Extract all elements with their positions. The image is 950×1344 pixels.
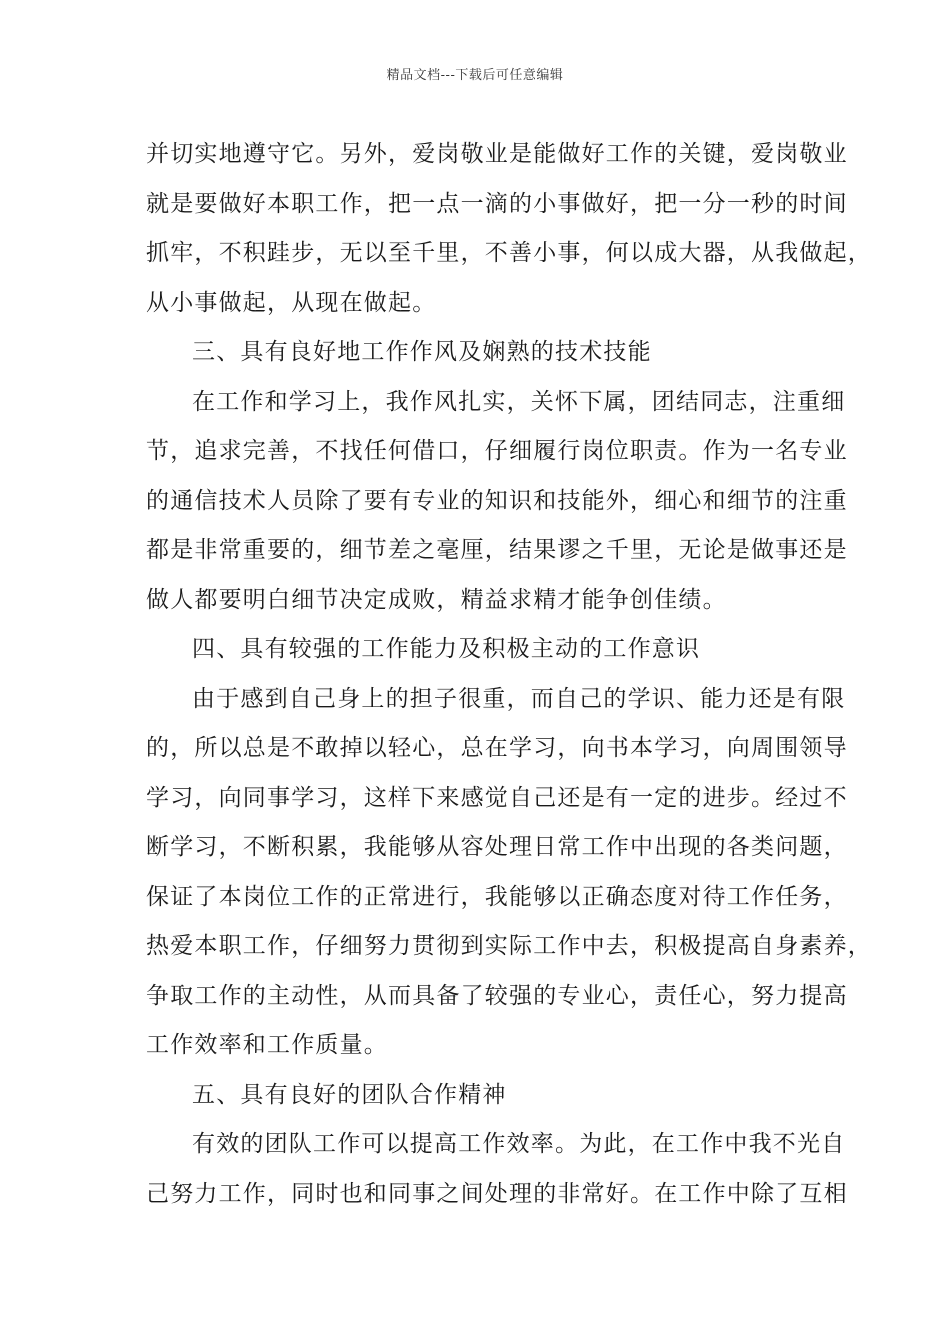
text-line: 从小事做起，从现在做起。: [146, 289, 437, 316]
text-line: 在工作和学习上，我作风扎实，关怀下属，团结同志，注重细: [192, 388, 846, 415]
page-header: 精品文档---下载后可任意编辑: [386, 68, 564, 83]
text-line: 抓牢，不积跬步，无以至千里，不善小事，何以成大器，从我做起，: [146, 240, 872, 266]
text-line: 都是非常重要的，细节差之毫厘，结果谬之千里，无论是做事还是: [146, 537, 848, 563]
section-heading: 五、具有良好的团队合作精神: [192, 1081, 507, 1108]
text-line: 断学习，不断积累，我能够从容处理日常工作中出现的各类问题，: [146, 834, 848, 860]
section-heading: 三、具有良好地工作作风及娴熟的技术技能: [192, 339, 652, 365]
text-line: 的，所以总是不敢掉以轻心，总在学习，向书本学习，向周围领导: [146, 735, 848, 761]
text-line: 就是要做好本职工作，把一点一滴的小事做好，把一分一秒的时间: [146, 190, 848, 217]
text-line: 的通信技术人员除了要有专业的知识和技能外，细心和细节的注重: [146, 487, 848, 514]
text-line: 并切实地遵守它。另外，爱岗敬业是能做好工作的关键，爱岗敬业: [146, 141, 848, 167]
text-line: 己努力工作，同时也和同事之间处理的非常好。在工作中除了互相: [146, 1180, 848, 1207]
text-line: 有效的团队工作可以提高工作效率。为此，在工作中我不光自: [192, 1131, 846, 1157]
text-line: 热爱本职工作，仔细努力贯彻到实际工作中去，积极提高自身素养，: [146, 933, 872, 959]
text-line: 保证了本岗位工作的正常进行，我能够以正确态度对待工作任务，: [146, 883, 848, 910]
text-line: 争取工作的主动性，从而具备了较强的专业心，责任心，努力提高: [146, 982, 848, 1009]
section-heading: 四、具有较强的工作能力及积极主动的工作意识: [192, 636, 701, 662]
text-line: 工作效率和工作质量。: [146, 1032, 388, 1058]
document-body: [146, 130, 872, 1219]
text-line: 节，追求完善，不找任何借口，仔细履行岗位职责。作为一名专业: [146, 438, 848, 464]
text-line: 学习，向同事学习，这样下来感觉自己还是有一定的进步。经过不: [146, 784, 848, 811]
text-line: 做人都要明白细节决定成败，精益求精才能争创佳绩。: [146, 586, 727, 613]
text-line: 由于感到自己身上的担子很重，而自己的学识、能力还是有限: [192, 685, 846, 712]
